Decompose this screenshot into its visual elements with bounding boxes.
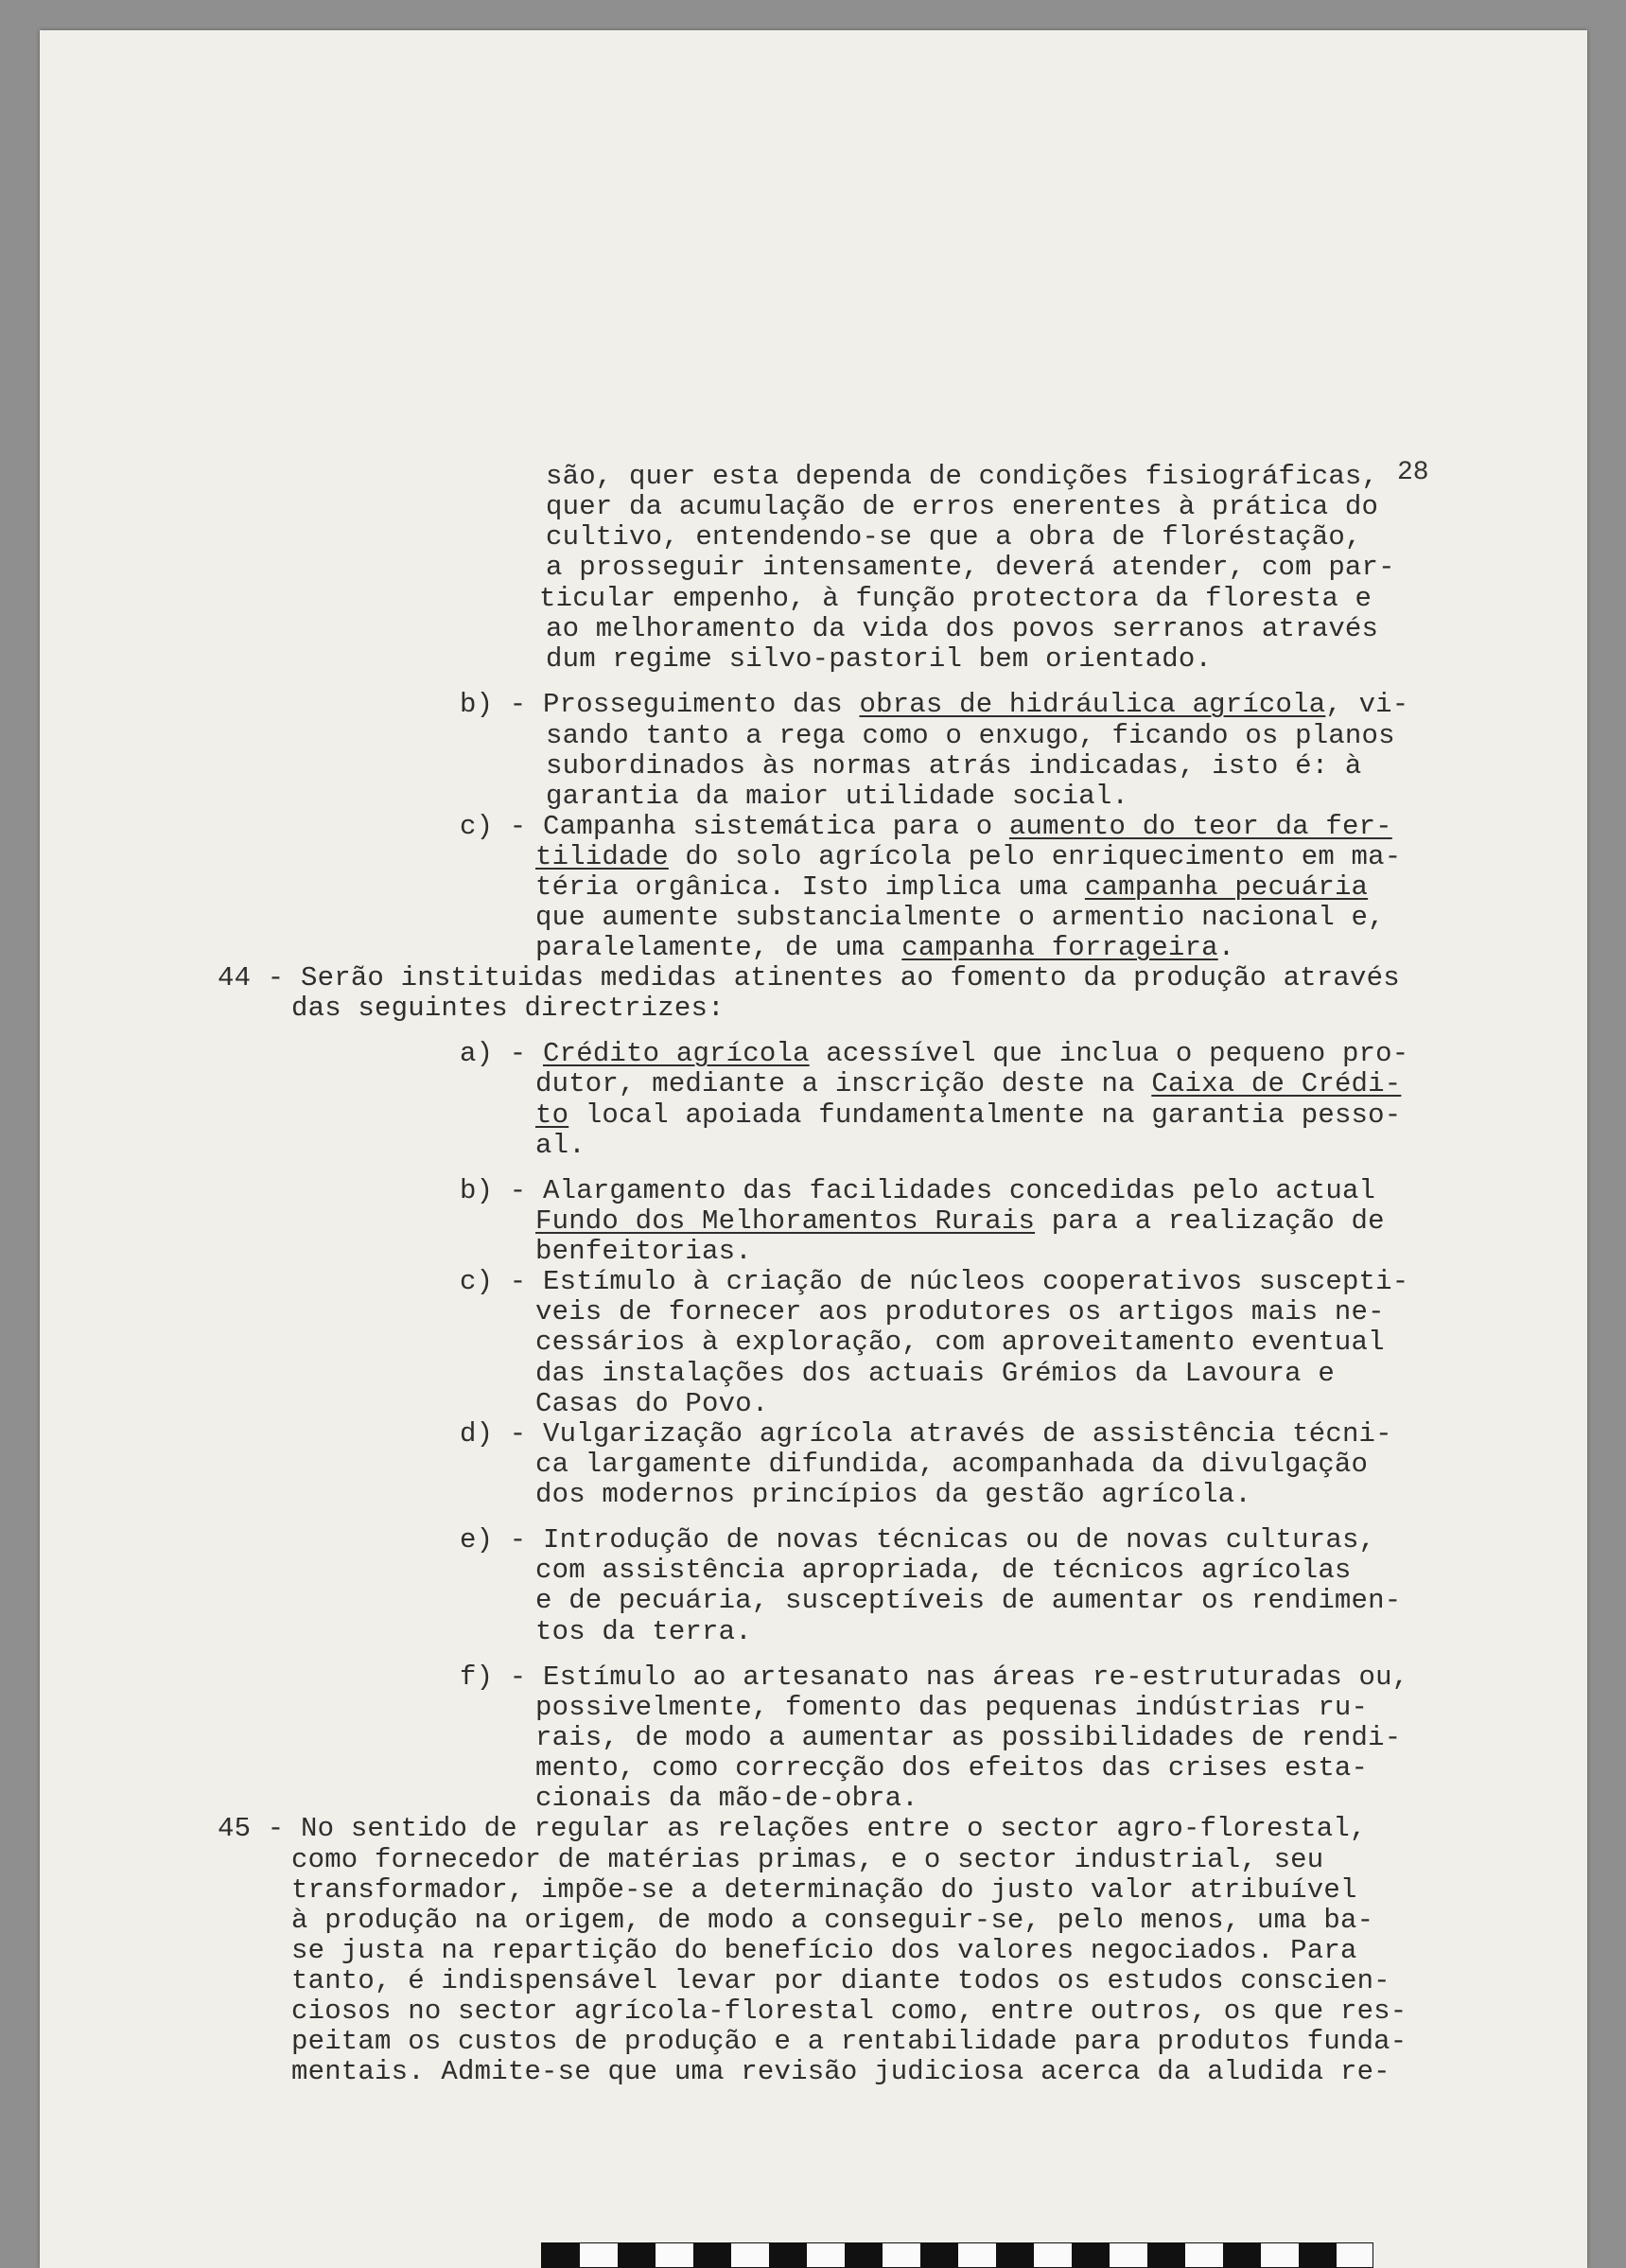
- text-segment: subordinados às normas atrás indicadas, isto é: à: [546, 750, 1362, 782]
- text-line: [460, 1662, 1408, 1693]
- text-line: [546, 553, 1395, 583]
- text-segment: ao melhoramento da vida dos povos serranos através: [546, 613, 1379, 644]
- text-line: [535, 1693, 1368, 1723]
- text-segment: b) - Prosseguimento das: [460, 689, 860, 720]
- text-segment: cionais da mão-de-obra.: [535, 1783, 918, 1814]
- text-segment: paralelamente, de uma: [535, 932, 902, 963]
- text-segment: f) - Estímulo ao artesanato nas áreas re-estruturadas ou,: [460, 1661, 1409, 1693]
- text-segment: para a realização de: [1035, 1205, 1385, 1237]
- text-line: [546, 782, 1128, 812]
- text-segment: são, quer esta dependa de condições fisiográficas,: [546, 461, 1379, 492]
- text-segment: a) -: [460, 1038, 544, 1069]
- text-line: [460, 1039, 1408, 1069]
- text-segment: do solo agrícola pelo enriquecimento em ma-: [668, 841, 1402, 872]
- text-segment: c) - Campanha sistemática para o: [460, 811, 1009, 842]
- text-line: [546, 462, 1378, 492]
- text-line: [535, 933, 1234, 963]
- text-segment: c) - Estímulo à criação de núcleos cooperativos suscepti-: [460, 1266, 1409, 1297]
- text-segment: al.: [535, 1130, 586, 1161]
- underlined-phrase: Caixa de Crédi-: [1151, 1068, 1402, 1099]
- text-line: [546, 614, 1378, 644]
- text-segment: com assistência apropriada, de técnicos agrícolas: [535, 1555, 1352, 1586]
- text-line: [218, 1814, 1367, 1844]
- document-page: [40, 30, 1587, 2268]
- text-segment: se justa na repartição do benefício dos valores negociados. Para: [291, 1935, 1357, 1966]
- text-line: [291, 1875, 1357, 1906]
- text-line: [291, 1996, 1407, 2027]
- text-line: [535, 1480, 1251, 1510]
- text-segment: ticular empenho, à função protectora da floresta e: [539, 583, 1372, 614]
- text-line: [291, 2027, 1407, 2057]
- text-segment: à produção na origem, de modo a conseguir-se, pelo menos, uma ba-: [291, 1905, 1374, 1936]
- text-line: [535, 1556, 1352, 1586]
- underlined-phrase: to: [535, 1099, 569, 1131]
- text-line: [535, 1617, 752, 1647]
- text-segment: .: [1217, 932, 1235, 963]
- underlined-phrase: campanha pecuária: [1084, 871, 1369, 903]
- text-line: [291, 993, 725, 1024]
- text-segment: tanto, é indispensável levar por diante todos os estudos conscien-: [291, 1965, 1390, 1996]
- underlined-phrase: Crédito agrícola: [543, 1038, 810, 1069]
- text-segment: veis de fornecer aos produtores os artigos mais ne-: [535, 1296, 1385, 1327]
- text-line: [546, 644, 1212, 675]
- text-segment: como fornecedor de matérias primas, e o sector industrial, seu: [291, 1844, 1324, 1875]
- text-segment: e de pecuária, susceptíveis de aumentar os rendimen-: [535, 1585, 1402, 1616]
- text-segment: dos modernos princípios da gestão agrícola.: [535, 1479, 1251, 1510]
- text-line: [535, 1723, 1401, 1753]
- underlined-phrase: Fundo dos Melhoramentos Rurais: [535, 1205, 1036, 1237]
- text-line: [460, 812, 1392, 842]
- text-segment: sando tanto a rega como o enxugo, ficando os planos: [546, 720, 1395, 751]
- text-segment: que aumente substancialmente o armentio nacional e,: [535, 902, 1385, 933]
- text-segment: ciosos no sector agrícola-florestal como, entre outros, os que res-: [291, 1995, 1407, 2027]
- text-segment: mentais. Admite-se que uma revisão judiciosa acerca da aludida re-: [291, 2056, 1390, 2087]
- text-line: [546, 492, 1378, 522]
- text-line: [535, 842, 1401, 872]
- text-segment: acessível que inclua o pequeno pro-: [809, 1038, 1409, 1069]
- text-segment: peitam os custos de produção e a rentabilidade para produtos funda-: [291, 2026, 1407, 2057]
- text-segment: benfeitorias.: [535, 1236, 752, 1267]
- underlined-phrase: campanha forrageira: [901, 932, 1218, 963]
- text-segment: e) - Introdução de novas técnicas ou de novas culturas,: [460, 1524, 1376, 1556]
- text-line: [546, 721, 1395, 751]
- text-line: [535, 1389, 768, 1419]
- text-line: [535, 1069, 1401, 1099]
- text-line: [535, 1450, 1368, 1480]
- text-segment: 44 - Serão instituidas medidas atinentes ao fomento da produção através: [218, 962, 1400, 993]
- text-line: [535, 1784, 918, 1814]
- text-segment: tos da terra.: [535, 1616, 752, 1647]
- scale-bar: [541, 2242, 1373, 2268]
- text-line: [535, 1100, 1401, 1131]
- underlined-phrase: aumento do teor da fer-: [1008, 811, 1392, 842]
- text-segment: Casas do Povo.: [535, 1388, 769, 1419]
- underlined-phrase: obras de hidráulica agrícola: [859, 689, 1326, 720]
- text-segment: rais, de modo a aumentar as possibilidades de rendi-: [535, 1722, 1402, 1753]
- text-segment: mento, como correcção dos efeitos das crises esta-: [535, 1752, 1369, 1784]
- text-segment: dutor, mediante a inscrição deste na: [535, 1068, 1152, 1099]
- text-segment: d) - Vulgarização agrícola através de assistência técni-: [460, 1418, 1392, 1450]
- text-line: [535, 1753, 1368, 1784]
- text-segment: cultivo, entendendo-se que a obra de floréstação,: [546, 521, 1362, 553]
- text-line: [218, 963, 1400, 993]
- text-line: [535, 1327, 1385, 1358]
- text-segment: , vi-: [1325, 689, 1409, 720]
- text-segment: b) - Alargamento das facilidades concedidas pelo actual: [460, 1175, 1376, 1206]
- text-line: [291, 1845, 1323, 1875]
- text-segment: ca largamente difundida, acompanhada da divulgação: [535, 1449, 1369, 1480]
- text-line: [535, 1206, 1385, 1237]
- underlined-phrase: tilidade: [535, 841, 669, 872]
- text-line: [539, 584, 1372, 614]
- text-segment: possivelmente, fomento das pequenas indústrias ru-: [535, 1692, 1369, 1723]
- text-line: [291, 2057, 1390, 2087]
- text-line: [535, 1131, 586, 1161]
- text-line: [291, 1936, 1357, 1966]
- text-segment: transformador, impõe-se a determinação do justo valor atribuível: [291, 1874, 1357, 1906]
- text-line: [546, 751, 1362, 782]
- text-line: [546, 522, 1362, 553]
- text-segment: cessários à exploração, com aproveitamento eventual: [535, 1327, 1385, 1358]
- text-segment: dum regime silvo-pastoril bem orientado.: [546, 643, 1213, 675]
- text-line: [535, 1359, 1335, 1389]
- text-line: [460, 1419, 1392, 1450]
- text-segment: a prosseguir intensamente, deverá atender, com par-: [546, 552, 1395, 583]
- text-line: [291, 1966, 1390, 1996]
- text-line: [460, 1176, 1375, 1206]
- text-line: [535, 1586, 1401, 1616]
- text-line: [460, 1267, 1408, 1297]
- text-line: [535, 903, 1385, 933]
- text-line: [291, 1906, 1373, 1936]
- text-line: [535, 1297, 1385, 1327]
- text-segment: das instalações dos actuais Grémios da Lavoura e: [535, 1358, 1335, 1389]
- text-line: [535, 872, 1368, 903]
- text-segment: garantia da maior utilidade social.: [546, 781, 1129, 812]
- text-segment: quer da acumulação de erros enerentes à prática do: [546, 491, 1379, 522]
- text-segment: 45 - No sentido de regular as relações entre o sector agro-florestal,: [218, 1813, 1367, 1844]
- text-line: [460, 1525, 1375, 1556]
- text-line: [460, 690, 1408, 720]
- text-line: [535, 1237, 752, 1267]
- text-segment: téria orgânica. Isto implica uma: [535, 871, 1085, 903]
- text-segment: local apoiada fundamentalmente na garantia pesso-: [568, 1099, 1402, 1131]
- page-number: 28: [1397, 458, 1429, 487]
- text-segment: das seguintes directrizes:: [291, 993, 725, 1024]
